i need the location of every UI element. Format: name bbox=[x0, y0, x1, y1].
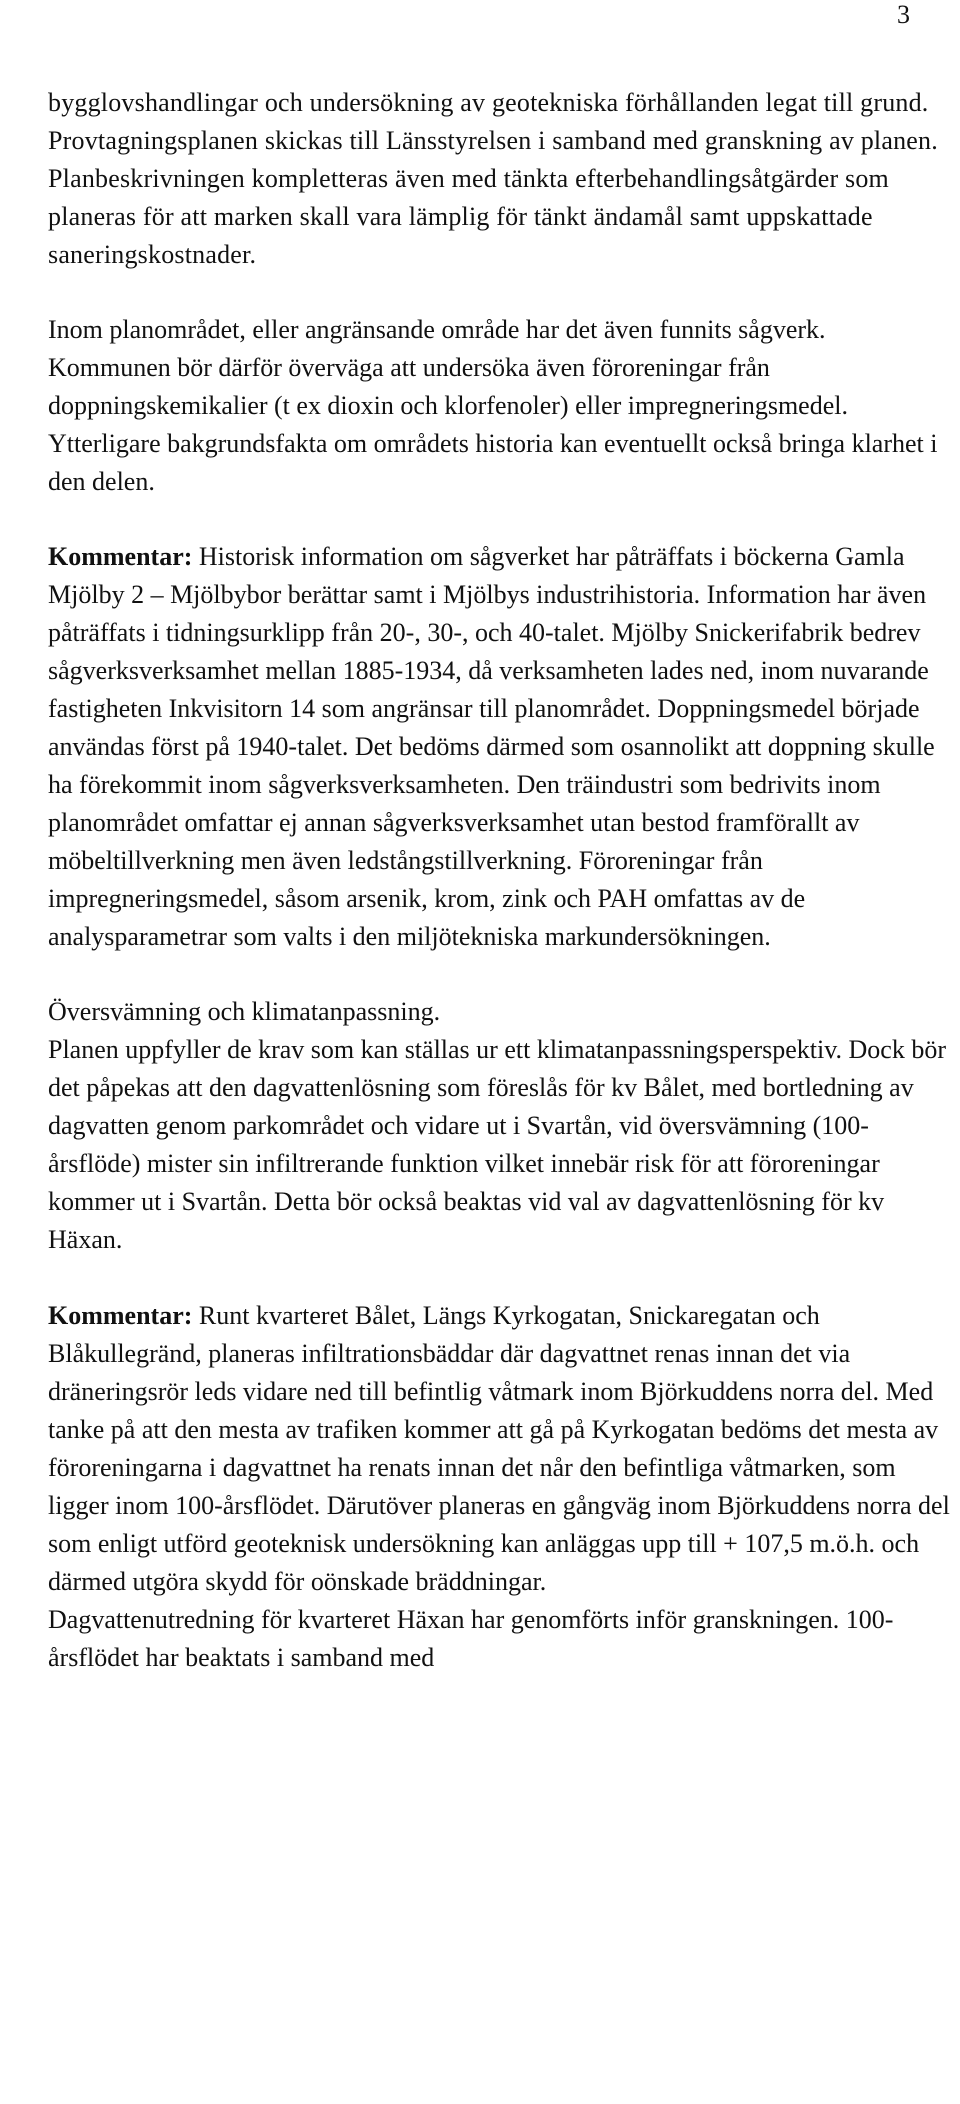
comment-label: Kommentar: bbox=[48, 1301, 193, 1330]
comment-text: Historisk information om sågverket har påträffats i böckerna Gamla Mjölby 2 – Mjölbybor berättar samt i Mjölbys industrihistoria. Information har även påträffats i tidningsurklipp från 20-, 30-, och 40-talet. Mjölby Snickerifabrik bedrev sågverksverksamhet mellan 1885-1934, då verksamheten lades ned, inom nuvarande fastigheten Inkvisitorn 14 som angränsar till planområdet. Doppningsmedel började användas först på 1940-talet. Det bedöms därmed som osannolikt att doppning skulle ha förekommit inom sågverksverksamheten. Den träindustri som bedrivits inom planområdet omfattar ej annan sågverksverksamhet utan bestod framförallt av möbeltillverkning men även ledstångstillverkning. Föroreningar från impregneringsmedel, såsom arsenik, krom, zink och PAH omfattas av de analysparametrar som valts i den miljötekniska markundersökningen. bbox=[48, 542, 935, 951]
document-body bbox=[48, 84, 953, 1677]
flooding-text: Planen uppfyller de krav som kan ställas ur ett klimatanpassningsperspektiv. Dock bör det påpekas att den dagvattenlösning som föreslås för kv Bålet, med bortledning av dagvatten genom parkområdet och vidare ut i Svartån, vid översvämning (100-årsflöde) mister sin infiltrerande funktion vilket innebär risk för att föroreningar kommer ut i Svartån. Detta bör också beaktas vid val av dagvattenlösning för kv Häxan. bbox=[48, 1035, 947, 1254]
paragraph-comment-sawmill bbox=[48, 538, 953, 956]
paragraph-comment-stormwater bbox=[48, 1297, 953, 1677]
page-number: 3 bbox=[897, 0, 910, 29]
stormwater-investigation-text: Dagvattenutredning för kvarteret Häxan har genomförts inför granskningen. 100-årsflödet har beaktats i samband med bbox=[48, 1605, 894, 1672]
section-heading-flooding: Översvämning och klimatanpassning. bbox=[48, 997, 441, 1026]
paragraph-sawmill: Inom planområdet, eller angränsande område har det även funnits sågverk. Kommunen bör därför överväga att undersöka även föroreningar från doppningskemikalier (t ex dioxin och klorfenoler) eller impregneringsmedel. Ytterligare bakgrundsfakta om områdets historia kan eventuellt också bringa klarhet i den delen. bbox=[48, 315, 938, 496]
comment-text: Runt kvarteret Bålet, Längs Kyrkogatan, Snickaregatan och Blåkullegränd, planeras infiltrationsbäddar där dagvattnet renas innan det via dräneringsrör leds vidare ned till befintlig våtmark inom Björkuddens norra del. Med tanke på att den mesta av trafiken kommer att gå på Kyrkogatan bedöms det mesta av föroreningarna i dagvattnet ha renats innan det når den befintliga våtmarken, som ligger inom 100-årsflödet. Därutöver planeras en gångväg inom Björkuddens norra del som enligt utförd geoteknisk undersökning kan anläggas upp till + 107,5 m.ö.h. och därmed utgöra skydd för oönskade bräddningar. bbox=[48, 1301, 950, 1596]
comment-label: Kommentar: bbox=[48, 542, 193, 571]
paragraph-geotechnical: bygglovshandlingar och undersökning av geotekniska förhållanden legat till grund. Provtagningsplanen skickas till Länsstyrelsen i samband med granskning av planen. Planbeskrivningen kompletteras även med tänkta efterbehandlingsåtgärder som planeras för att marken skall vara lämplig för tänkt ändamål samt uppskattade saneringskostnader. bbox=[48, 88, 938, 269]
paragraph-flooding bbox=[48, 993, 953, 1259]
